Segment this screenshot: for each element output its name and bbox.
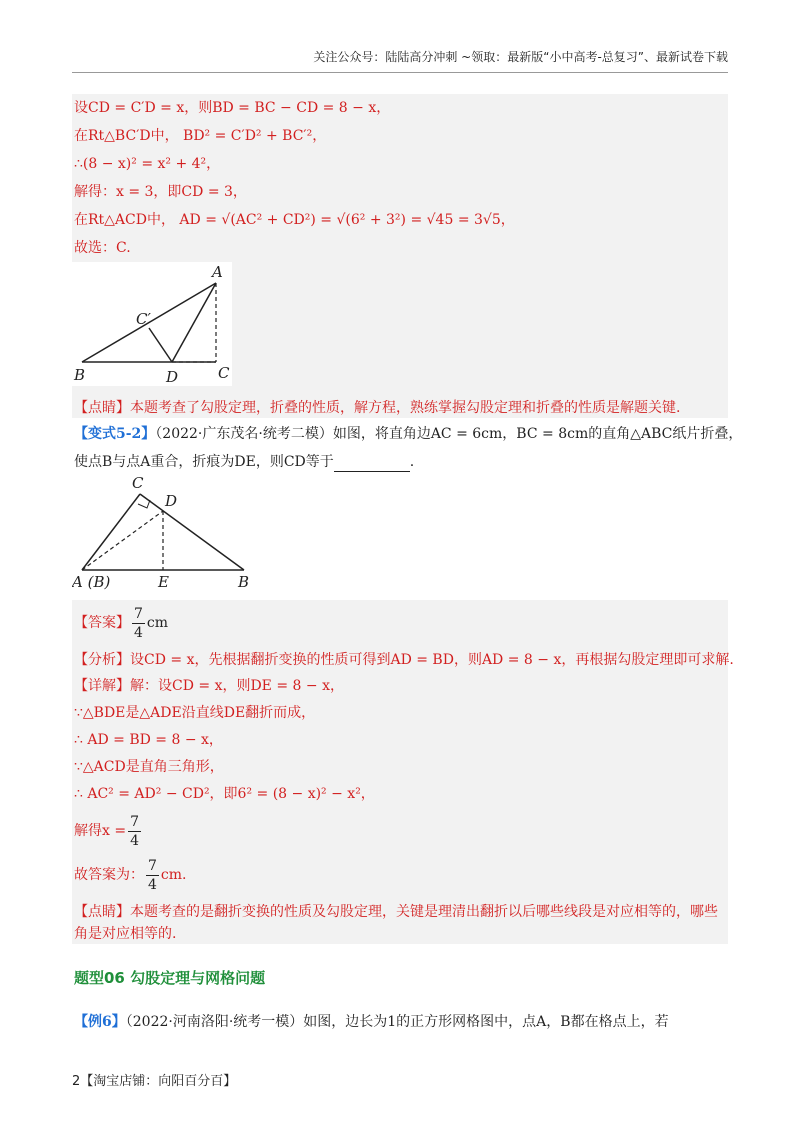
shop-name: 【淘宝店铺：向阳百分百】 xyxy=(80,1074,237,1089)
fraction-denominator: 4 xyxy=(148,876,157,893)
detail-fraction-1 xyxy=(128,813,141,850)
comment-text: 本题考查了勾股定理，折叠的性质，解方程，熟练掌握勾股定理和折叠的性质是解题关键. xyxy=(130,400,681,416)
variant-line-2 xyxy=(74,452,414,472)
header-divider xyxy=(72,72,728,73)
variant-tag: 【变式5-2】 xyxy=(74,426,156,442)
detail-line-5: ∴ AC² = AD² − CD²，即6² = (8 − x)² − x²， xyxy=(74,786,375,802)
solution-line-1: 设CD = C′D = x，则BD = BC − CD = 8 − x， xyxy=(74,100,391,116)
comment-line xyxy=(74,398,680,418)
comment-tag: 【点睛】 xyxy=(74,400,130,416)
label-a: A xyxy=(212,263,223,281)
detail-line-3: ∴ AD = BD = 8 − x， xyxy=(74,732,223,748)
answer-numerator: 7 xyxy=(134,605,143,622)
answer-line xyxy=(74,604,168,642)
answer-unit: cm xyxy=(146,615,169,631)
detail-text-6: 解得x = xyxy=(74,823,127,839)
detail-text-7: 故答案为： xyxy=(74,867,144,883)
answer-tag: 【答案】 xyxy=(74,615,130,631)
page-header: 关注公众号：陆陆高分冲刺 ~领取：最新版“小中高考-总复习”、最新试卷下载 xyxy=(313,50,728,64)
example-tag: 【例6】 xyxy=(74,1014,126,1030)
variant-period: . xyxy=(409,454,415,470)
comment2-tag: 【点睛】 xyxy=(74,904,130,920)
detail-line-4: ∵△ACD是直角三角形， xyxy=(74,759,224,775)
segment-ad-dashed xyxy=(82,511,163,570)
right-angle-mark xyxy=(138,500,150,508)
detail-line-7 xyxy=(74,856,187,894)
label-d: D xyxy=(165,492,178,510)
example-text: （2022·河南洛阳·统考一模）如图，边长为1的正方形网格图中，点A，B都在格点上，若 xyxy=(125,1014,669,1030)
comment2-line-1 xyxy=(74,902,718,922)
answer-denominator: 4 xyxy=(134,624,143,641)
solution-line-3: ∴(8 − x)² = x² + 4²， xyxy=(74,156,221,172)
segment-ac xyxy=(82,494,140,570)
label-c-prime: C′ xyxy=(136,310,151,328)
fraction-numerator: 7 xyxy=(148,857,157,874)
solution-line-4: 解得：x = 3，即CD = 3， xyxy=(74,184,247,200)
comment2-line-2: 角是对应相等的. xyxy=(74,926,177,942)
label-b: B xyxy=(74,366,86,384)
variant-line-1 xyxy=(74,424,742,444)
segment-cb xyxy=(140,494,244,570)
fold-figure-1 xyxy=(72,262,232,386)
analysis-text: 设CD = x，先根据翻折变换的性质可得到AD = BD，则AD = 8 − x，再根据勾股定理即可求解. xyxy=(130,652,734,668)
analysis-tag: 【分析】 xyxy=(74,652,130,668)
answer-fraction xyxy=(132,605,145,642)
fraction-numerator: 7 xyxy=(130,813,139,830)
solution-line-5: 在Rt△ACD中， AD = √(AC² + CD²) = √(6² + 3²) = √45 = 3√5， xyxy=(74,212,515,228)
fraction-denominator: 4 xyxy=(130,832,139,849)
solution-line-6: 故选：C. xyxy=(74,240,131,256)
solution-line-2: 在Rt△BC′D中， BD² = C′D² + BC′²， xyxy=(74,128,327,144)
detail-line-2: ∵△BDE是△ADE沿直线DE翻折而成， xyxy=(74,705,316,721)
section-title: 题型06 勾股定理与网格问题 xyxy=(74,969,266,987)
label-b: B xyxy=(238,573,250,591)
detail-text-1: 解：设CD = x，则DE = 8 − x， xyxy=(130,678,344,694)
variant-text-1: （2022·广东茂名·统考二模）如图，将直角边AC = 6cm，BC = 8cm的直角△ABC纸片折叠， xyxy=(155,426,743,442)
page-number: 2 xyxy=(72,1074,81,1089)
variant-text-2: 使点B与点A重合，折痕为DE，则CD等于 xyxy=(74,454,334,470)
fold-figure-2 xyxy=(72,474,262,592)
detail-line-6 xyxy=(74,812,143,850)
comment2-text-1: 本题考查的是翻折变换的性质及勾股定理，关键是理清出翻折以后哪些线段是对应相等的，哪些 xyxy=(130,904,718,920)
detail-tag: 【详解】 xyxy=(74,678,130,694)
label-a-b: A (B) xyxy=(72,573,111,591)
label-c: C xyxy=(218,364,230,382)
analysis-line xyxy=(74,650,734,670)
answer-blank xyxy=(334,458,410,472)
label-d: D xyxy=(166,368,179,386)
detail-fraction-2 xyxy=(146,857,159,894)
page-footer xyxy=(72,1070,236,1089)
detail-unit: cm. xyxy=(160,867,187,883)
label-c: C xyxy=(132,474,144,492)
detail-line-1 xyxy=(74,676,344,696)
label-e: E xyxy=(158,573,169,591)
example-line xyxy=(74,1012,669,1032)
